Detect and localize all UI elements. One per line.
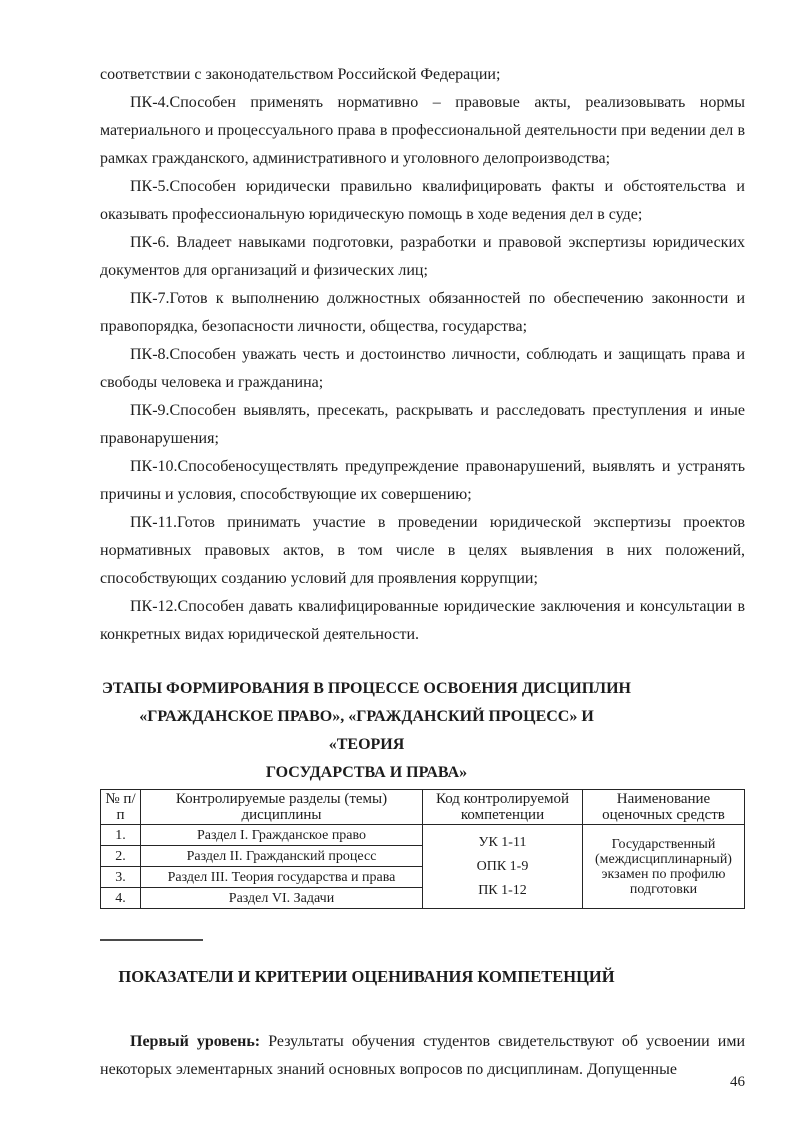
table-header-sections: Контролируемые разделы (темы) дисциплины bbox=[141, 790, 423, 825]
section-cell: Раздел III. Теория государства и права bbox=[141, 867, 423, 888]
competency-code: УК 1-11 bbox=[478, 834, 527, 850]
section-cell: Раздел II. Гражданский процесс bbox=[141, 846, 423, 867]
competency-table bbox=[100, 789, 745, 909]
body-paragraph: ПК-10.Способеносуществлять предупреждение правонарушений, выявлять и устранять причины и условия, способствующие их совершению; bbox=[100, 458, 745, 503]
codes-cell bbox=[423, 825, 583, 909]
section-title-formation-stages bbox=[100, 675, 745, 787]
closing-paragraph bbox=[100, 1028, 745, 1084]
body-paragraph: ПК-12.Способен давать квалифицированные юридические заключения и консультации в конкретных видах юридической деятельности. bbox=[100, 598, 745, 643]
table-header-row bbox=[101, 790, 745, 825]
body-paragraph: ПК-8.Способен уважать честь и достоинство личности, соблюдать и защищать права и свободы человека и гражданина; bbox=[100, 346, 745, 391]
body-paragraph: ПК-6. Владеет навыками подготовки, разработки и правовой экспертизы юридических документов для организаций и физических лиц; bbox=[100, 234, 745, 279]
section-cell: Раздел I. Гражданское право bbox=[141, 825, 423, 846]
row-number-cell: 3. bbox=[101, 867, 141, 888]
competency-code: ПК 1-12 bbox=[478, 882, 527, 898]
title-line: ЭТАПЫ ФОРМИРОВАНИЯ В ПРОЦЕССЕ ОСВОЕНИЯ ДИСЦИПЛИН bbox=[102, 680, 631, 697]
row-number-cell: 2. bbox=[101, 846, 141, 867]
table-header-assessment-tools: Наименование оценочных средств bbox=[583, 790, 745, 825]
separator-line bbox=[100, 939, 203, 941]
row-number-cell: 1. bbox=[101, 825, 141, 846]
table-header-competency-code: Код контролируемой компетенции bbox=[423, 790, 583, 825]
body-paragraph: соответствии с законодательством Российской Федерации; bbox=[100, 66, 501, 83]
title-line: ГОСУДАРСТВА И ПРАВА» bbox=[265, 764, 468, 781]
competency-code: ОПК 1-9 bbox=[476, 858, 529, 874]
page-number: 46 bbox=[730, 1074, 745, 1090]
closing-text: Результаты обучения студентов свидетельствуют об усвоении ими некоторых элементарных знаний основных вопросов по дисциплинам. Допущенные bbox=[100, 1033, 745, 1078]
table-row bbox=[101, 825, 745, 846]
page-content bbox=[100, 61, 745, 1092]
body-paragraph: ПК-5.Способен юридически правильно квалифицировать факты и обстоятельства и оказывать профессиональную юридическую помощь в ходе ведения дел в суде; bbox=[100, 178, 745, 223]
row-number-cell: 4. bbox=[101, 888, 141, 909]
title-line: «ГРАЖДАНСКОЕ ПРАВО», «ГРАЖДАНСКИЙ ПРОЦЕСС» И «ТЕОРИЯ bbox=[139, 708, 594, 753]
closing-block bbox=[100, 1028, 745, 1084]
assessment-cell: Государственный (междисциплинарный) экзамен по профилю подготовки bbox=[583, 825, 745, 909]
closing-lead: Первый уровень: bbox=[130, 1033, 261, 1050]
body-paragraph: ПК-9.Способен выявлять, пресекать, раскрывать и расследовать преступления и иные правонарушения; bbox=[100, 402, 745, 447]
body-paragraph: ПК-4.Способен применять нормативно – правовые акты, реализовывать нормы материального и процессуального права в профессиональной деятельности при ведении дел в рамках гражданского, административного и уголовного делопроизводства; bbox=[100, 94, 745, 167]
section-cell: Раздел VI. Задачи bbox=[141, 888, 423, 909]
section-title-indicators-criteria: ПОКАЗАТЕЛИ И КРИТЕРИИ ОЦЕНИВАНИЯ КОМПЕТЕНЦИЙ bbox=[118, 967, 615, 986]
table-header-number: № п/п bbox=[101, 790, 141, 825]
body-paragraph: ПК-7.Готов к выполнению должностных обязанностей по обеспечению законности и правопорядка, безопасности личности, общества, государства; bbox=[100, 290, 745, 335]
body-paragraph: ПК-11.Готов принимать участие в проведении юридической экспертизы проектов нормативных правовых актов, в том числе в целях выявления в них положений, способствующих созданию условий для проявления коррупции; bbox=[100, 514, 745, 587]
